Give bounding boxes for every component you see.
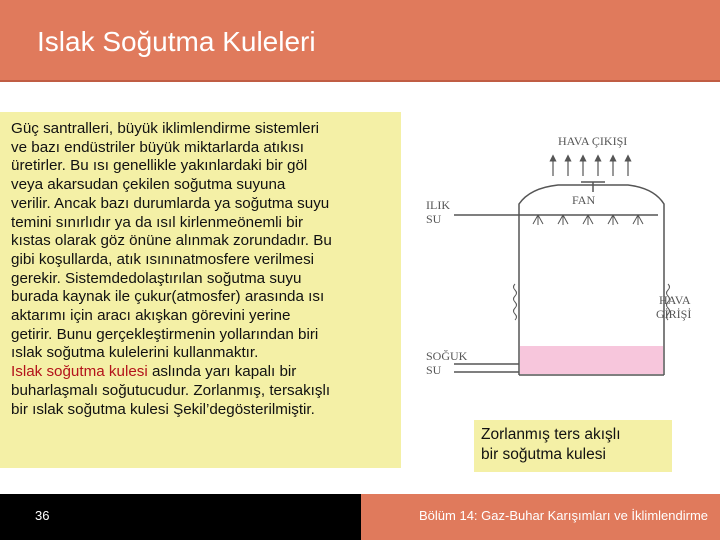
body-text-box — [0, 112, 401, 468]
body-line: veya akarsudan çekilen soğutma suyuna — [11, 176, 286, 194]
cold-water-basin — [520, 346, 663, 374]
body-line — [11, 363, 393, 382]
body-line: Güç santralleri, büyük iklimlendirme sistemleri — [11, 120, 320, 137]
spray-nozzles — [533, 215, 643, 225]
label-air-out: HAVA ÇIKIŞI — [558, 134, 628, 148]
body-line: aktarımı için aracı akışkan görevini yerine — [11, 307, 291, 325]
body-line-rest: aslında yarı kapalı bir — [147, 363, 297, 381]
slide-title: Islak Soğutma Kuleleri — [37, 26, 316, 57]
caption-line: Zorlanmış ters akışlı — [481, 426, 621, 443]
body-line: kıstas olarak göz önüne alınmak zorundadır. Bu — [11, 232, 332, 250]
body-line: temini sınırlıdır ya da ısıl kirlenmeönemli bir — [11, 213, 304, 231]
label-warm-water-2: SU — [426, 212, 442, 226]
body-line: üretirler. Bu ısı genellikle yakınlardaki bir göl — [11, 157, 308, 175]
page-number: 36 — [35, 508, 50, 523]
label-warm-water-1: ILIK — [426, 198, 450, 212]
cooling-tower-diagram — [418, 128, 708, 390]
figure-caption — [474, 420, 672, 472]
label-air-in-2: GİRİŞİ — [656, 307, 692, 321]
body-line: burada kaynak ile çukur(atmosfer) arasında ısı — [11, 288, 325, 306]
air-out-arrows — [553, 158, 628, 176]
air-in-arrows — [514, 284, 670, 320]
footer-chapter-bar — [361, 494, 720, 540]
body-line: bir ıslak soğutma kulesi Şekil’degösterilmiştir. — [11, 400, 315, 418]
slide-header — [0, 0, 720, 82]
body-line: ıslak soğutma kulelerini kullanmaktır. — [11, 344, 259, 362]
body-line: gibi koşullarda, atık ısınınatmosfere verilmesi — [11, 250, 315, 268]
caption-line: bir soğutma kulesi — [481, 446, 606, 463]
label-cold-water-2: SU — [426, 363, 442, 377]
slide-footer — [0, 494, 720, 540]
body-line: gerekir. Sistemdedolaştırılan soğutma suyu — [11, 269, 302, 287]
body-line: getirir. Bunu gerçekleştirmenin yollarından biri — [11, 325, 319, 343]
footer-chapter-title: Bölüm 14: Gaz-Buhar Karışımları ve İklimlendirme — [419, 508, 708, 523]
label-cold-water-1: SOĞUK — [426, 349, 468, 363]
fan-icon — [581, 182, 605, 192]
cold-water-pipe — [454, 364, 519, 372]
label-air-in-1: HAVA — [659, 293, 691, 307]
label-fan: FAN — [572, 193, 596, 207]
body-line: verilir. Ancak bazı durumlarda ya soğutma suyu — [11, 194, 330, 212]
body-line: ve bazı endüstriler büyük miktarlarda atıkısı — [11, 138, 304, 156]
body-paragraph — [11, 120, 393, 419]
body-line: buharlaşmalı soğutucudur. Zorlanmış, tersakışlı — [11, 381, 331, 399]
highlight-term: Islak soğutma kulesi — [11, 363, 148, 381]
